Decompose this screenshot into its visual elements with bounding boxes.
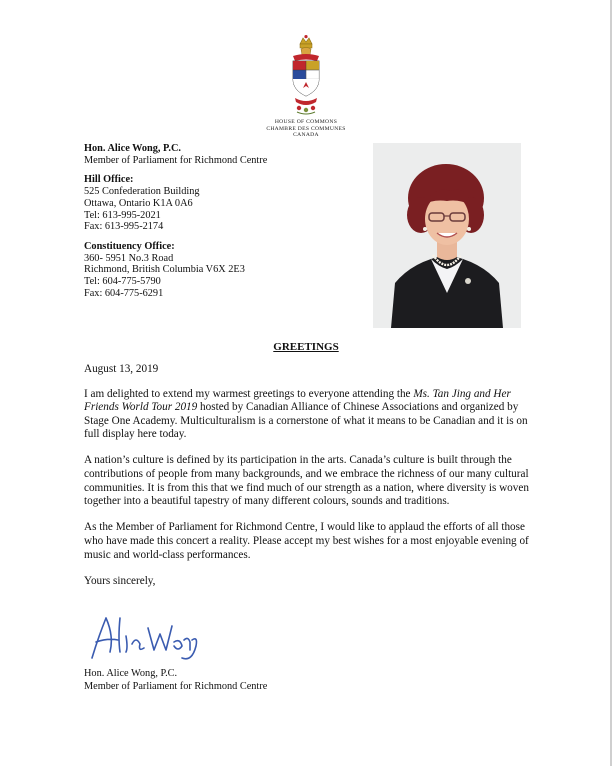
constituency-office-line: Richmond, British Columbia V6X 2E3 — [84, 264, 245, 276]
hill-office-fax: Fax: 613-995-2174 — [84, 221, 164, 233]
member-name: Hon. Alice Wong, P.C. — [84, 143, 181, 154]
constituency-office-tel: Tel: 604-775-5790 — [84, 276, 161, 288]
event-name: Ms. Tan Jing and Her Friends World Tour 2019 — [84, 387, 511, 414]
hill-office-line: 525 Confederation Building — [84, 186, 200, 198]
constituency-office-line: 360- 5951 No.3 Road — [84, 252, 174, 264]
canadian-coat-of-arms-icon — [279, 34, 333, 118]
member-address-block — [84, 143, 354, 299]
house-line-en: HOUSE OF COMMONS — [274, 119, 338, 125]
letter-body — [84, 363, 534, 601]
constituency-office-heading: Constituency Office: — [84, 240, 175, 252]
house-line-fr: CHAMBRE DES COMMUNES — [266, 125, 346, 132]
handwritten-signature — [88, 608, 198, 666]
letter-paragraph-2: A nation’s culture is defined by its participation in the arts. Canada’s culture is built through the contributions of people from many backgrounds, and we embrace the richness of our many cultural communities. It is from this that we find much of our strength as a nation, where diversity is woven together into a beautiful tapestry of many different colours, sounds and traditions. — [84, 454, 529, 508]
signatory-title: Member of Parliament for Richmond Centre — [84, 681, 268, 692]
greetings-heading: GREETINGS — [273, 341, 339, 353]
hill-office-tel: Tel: 613-995-2021 — [84, 209, 161, 221]
letter-date: August 13, 2019 — [84, 363, 159, 375]
member-title: Member of Parliament for Richmond Centre — [84, 154, 268, 166]
letter-closing: Yours sincerely, — [84, 574, 156, 587]
house-line-country: CANADA — [293, 132, 319, 139]
paragraph-1-rest: hosted by Canadian Alliance of Chinese Associations and organized by Stage One Academy. Multiculturalism is a cornerstone of what it means to be Canadian and it is on full display here today. — [84, 401, 528, 441]
house-of-commons-wordmark — [240, 119, 372, 139]
member-portrait-photo — [373, 143, 521, 328]
paragraph-1-intro: I am delighted to extend my warmest greetings to everyone attending the — [84, 387, 414, 400]
signature-block — [84, 667, 267, 693]
hill-office-line: Ottawa, Ontario K1A 0A6 — [84, 197, 193, 209]
hill-office-heading: Hill Office: — [84, 174, 134, 186]
letter-paragraph-1 — [84, 388, 534, 442]
constituency-office-fax: Fax: 604-775-6291 — [84, 287, 164, 299]
signatory-name: Hon. Alice Wong, P.C. — [84, 668, 178, 679]
letter-paragraph-3: As the Member of Parliament for Richmond Centre, I would like to applaud the efforts of all those who have made this concert a reality. Please accept my best wishes for a most enjoyable evening of music and world-class performances. — [84, 521, 529, 561]
